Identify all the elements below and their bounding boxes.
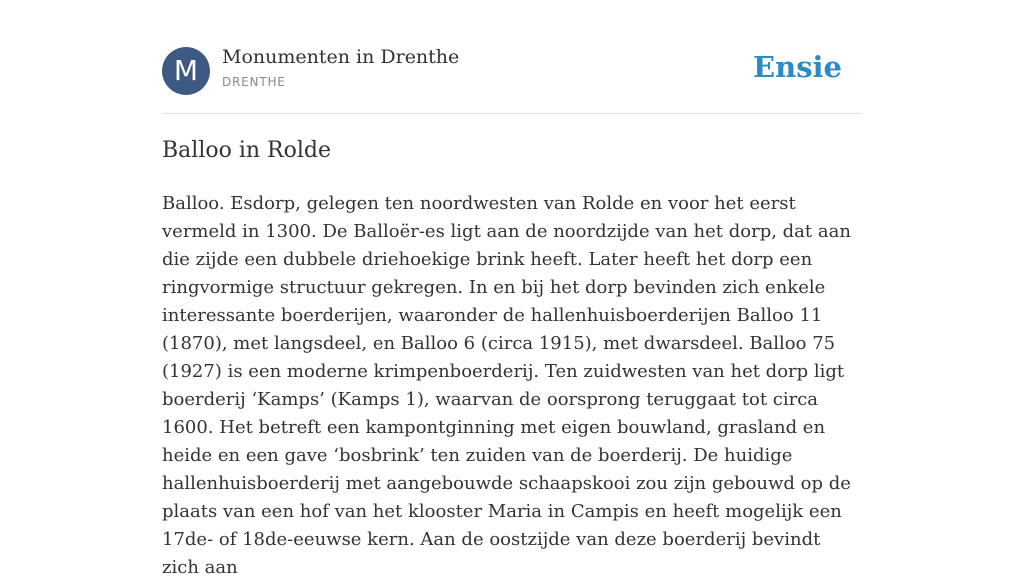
source-title-link[interactable]: Monumenten in Drenthe [222, 46, 460, 68]
article-title: Balloo in Rolde [162, 138, 331, 163]
article-body: Balloo. Esdorp, gelegen ten noordwesten van Rolde en voor het eerst vermeld in 1300. De Balloër-es ligt aan de noordzijde van het dorp, dat aan die zijde een dubbele driehoekige brink heeft. Later heeft het dorp een ringvormige structuur gekregen. In en bij het dorp bevinden zich enkele interessante boerderijen, waaronder de hallenhuisboerderijen Balloo 11 (1870), met langsdeel, en Balloo 6 (circa 1915), met dwarsdeel. Balloo 75 (1927) is een moderne krimpenboerderij. Ten zuidwesten van het dorp ligt boerderij ‘Kamps’ (Kamps 1), waarvan de oorsprong teruggaat tot circa 1600. Het betreft een kampontginning met eigen bouwland, grasland en heide en een gave ‘bosbrink’ ten zuiden van de boerderij. De huidige hallenhuisboerderij met aangebouwde schaapskooi zou zijn gebouwd op de plaats van een hof van het klooster Maria in Campis en heeft mogelijk een 17de- of 18de-eeuwse kern. Aan de oostzijde van deze boerderij bevindt zich aan [162, 193, 851, 578]
page-container [162, 0, 862, 578]
source-subtitle-link[interactable]: DRENTHE [222, 75, 286, 89]
ensie-logo[interactable]: Ensie [753, 50, 842, 84]
source-header [162, 0, 862, 114]
avatar[interactable]: M [162, 47, 210, 95]
